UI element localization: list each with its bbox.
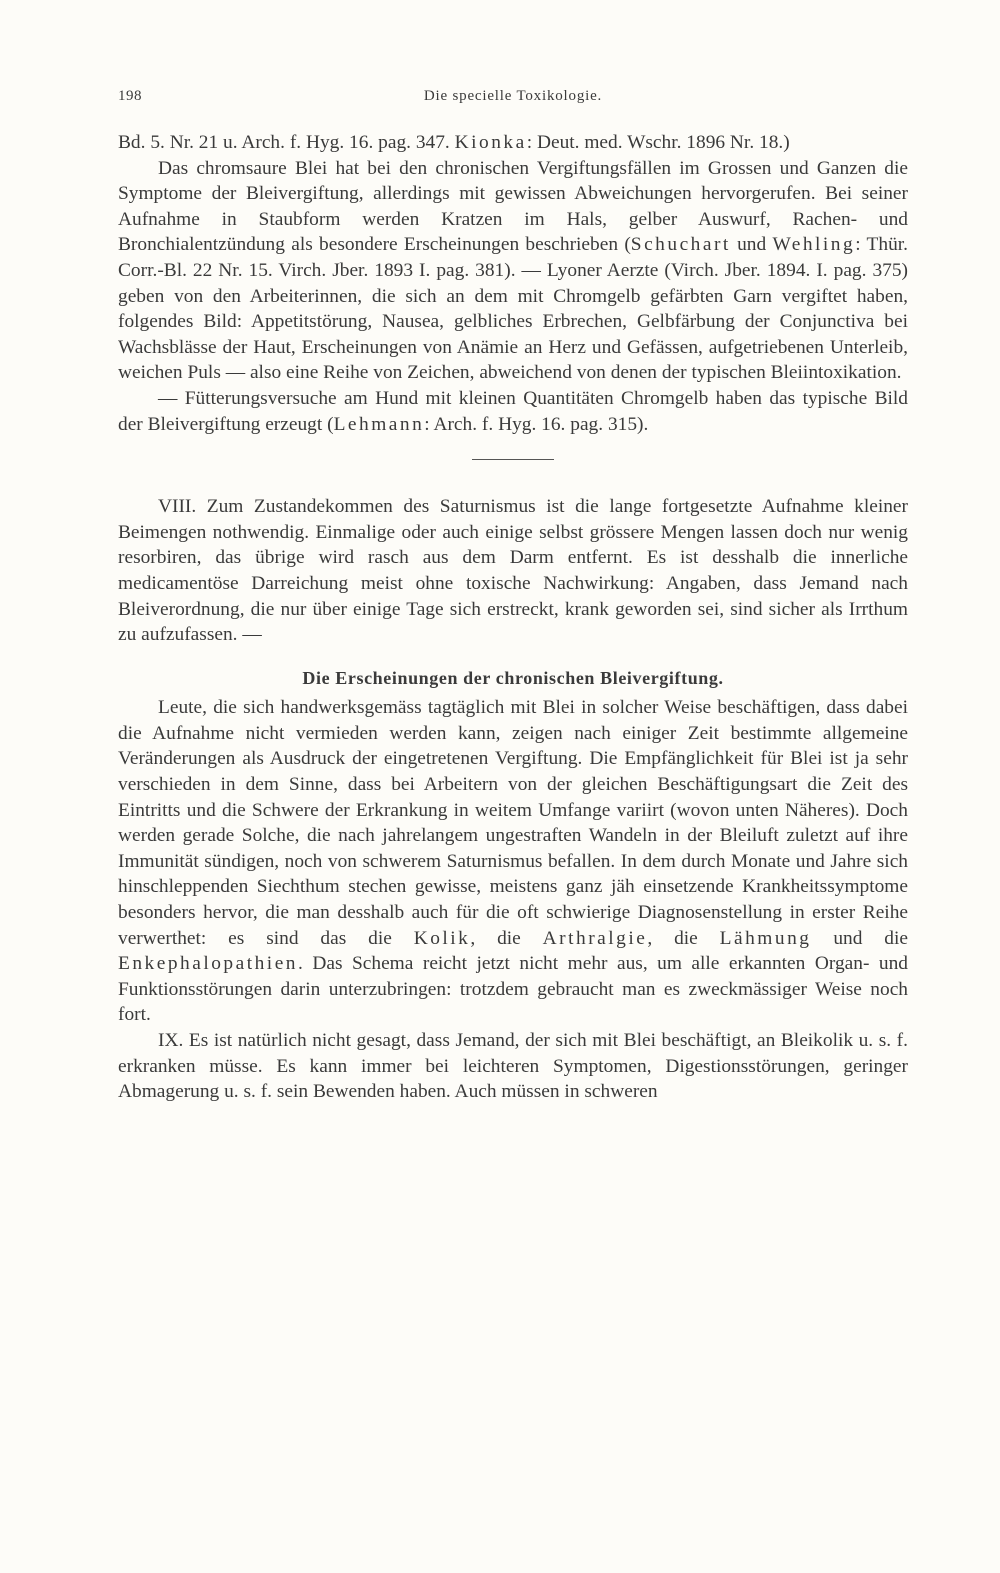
text-run: und [730, 234, 773, 256]
text-run: — Fütterungsversuche am Hund mit kleinen Quantitäten Chromgelb haben das typische Bild der Bleivergiftung erzeugt ( [118, 387, 908, 435]
text-run: , die [647, 927, 720, 949]
text-run: Bd. 5. Nr. 21 u. Arch. f. Hyg. 16. pag. 347. [118, 132, 455, 153]
paragraph-feeding-experiments [118, 386, 908, 437]
paragraph-symptoms-intro [118, 695, 908, 1028]
text-run: , die [470, 927, 543, 949]
text-run: . Das Schema reicht jetzt nicht mehr aus, um alle erkannten Organ- und Funktionsstörungen darin unterzubringen: trotzdem gebraucht man es zweckmässiger Weise noch fort. [118, 953, 908, 1026]
author-name: Schuchart [630, 234, 731, 256]
page-header [118, 84, 908, 112]
symptom-term: Kolik [413, 927, 471, 949]
text-run: Leute, die sich handwerksgemäss tagtäglich mit Blei in solcher Weise beschäftigen, dass dabei die Aufnahme nicht vermieden werden kann, zeigen nach einiger Zeit bestimmte allgemeine Veränderungen als Ausdruck der eingetretenen Vergiftung. Die Empfänglichkeit für Blei ist ja sehr verschieden in dem Sinne, dass bei Arbeitern von der gleichen Beschäftigungsart die Zeit des Eintritts und die Schwere der Erkrankung in weitem Umfange variirt (wovon unten Näheres). Doch werden gerade Solche, die nach jahrelangem ungestraften Wandeln in der Bleiluft zuletzt auf ihre Immunität sündigen, noch von schwerem Saturnismus befallen. In dem durch Monate und Jahre sich hinschleppenden Siechthum stechen gewisse, meistens ganz jäh einsetzende Krankheitssymptome besonders hervor, die man desshalb auch für die oft schwierige Diagnosenstellung in erster Reihe verwerthet: es sind das die [118, 697, 908, 949]
section-divider [472, 459, 554, 460]
text-run: Das chromsaure Blei hat bei den chronischen Vergiftungsfällen im Grossen und Ganzen die Symptome der Bleivergiftung, allerdings mit gewissen Abweichungen hervorgerufen. Bei seiner Aufnahme in Staubform werden Kratzen im Hals, gelber Auswurf, Rachen- und Bronchialentzündung als besondere Erscheinungen beschrieben ( [118, 157, 908, 256]
text-run: und die [811, 927, 908, 949]
text-run: : Arch. f. Hyg. 16. pag. 315). [424, 413, 649, 435]
running-title: Die specielle Toxikologie. [423, 88, 603, 104]
author-name: Kionka [454, 132, 527, 153]
author-name: Wehling [772, 234, 856, 256]
author-name: Lehmann [333, 413, 425, 435]
symptom-term: Lähmung [719, 927, 812, 949]
paragraph-reference-continuation [118, 130, 908, 156]
symptom-term: Arthralgie [542, 927, 648, 949]
paragraph-section-viii: VIII. Zum Zustandekommen des Saturnismus ist die lange fortgesetzte Aufnahme kleiner Beimengen nothwendig. Einmalige oder auch einige selbst grössere Mengen lassen doch nur wenig resorbiren, das übrige wird rasch aus dem Darm entfernt. Es ist desshalb die innerliche medicamentöse Darreichung meist ohne toxische Nachwirkung: Angaben, dass Jemand nach Bleiverordnung, die nur über einige Tage sich erstreckt, krank geworden sei, sind sicher als Irrthum zu aufzufassen. — [118, 496, 908, 646]
page-number: 198 [118, 88, 142, 104]
symptom-term: Enkephalopathien [118, 953, 298, 975]
paragraph-chromate-lead [118, 156, 908, 386]
text-run: : Thür. Corr.-Bl. 22 Nr. 15. Virch. Jber. 1893 I. pag. 381). — Lyoner Aerzte (Virch. Jber. 1894. I. pag. 375) geben von den Arbeiterinnen, die sich an dem mit Chromgelb gefärbten Garn vergiftet haben, folgendes Bild: Appetitstörung, Nausea, gelbliches Erbrechen, Gelbfärbung der Conjunctiva bei Wachsblässe der Haut, Erscheinungen von Anämie an Herz und Gefässen, aufgetriebenen Unterleib, weichen Puls — also eine Reihe von Zeichen, abweichend von denen der typischen Bleiintoxikation. [118, 234, 908, 384]
text-run: : Deut. med. Wschr. 1896 Nr. 18.) [526, 132, 790, 153]
section-heading: Die Erscheinungen der chronischen Bleivergiftung. [302, 667, 724, 688]
paragraph-section-ix: IX. Es ist natürlich nicht gesagt, dass Jemand, der sich mit Blei beschäftigt, an Bleikolik u. s. f. erkranken müsse. Es kann immer bei leichteren Symptomen, Digestionsstörungen, geringer Abmagerung u. s. f. sein Bewenden haben. Auch müssen in schweren [118, 1030, 908, 1103]
page-body [118, 130, 908, 1105]
